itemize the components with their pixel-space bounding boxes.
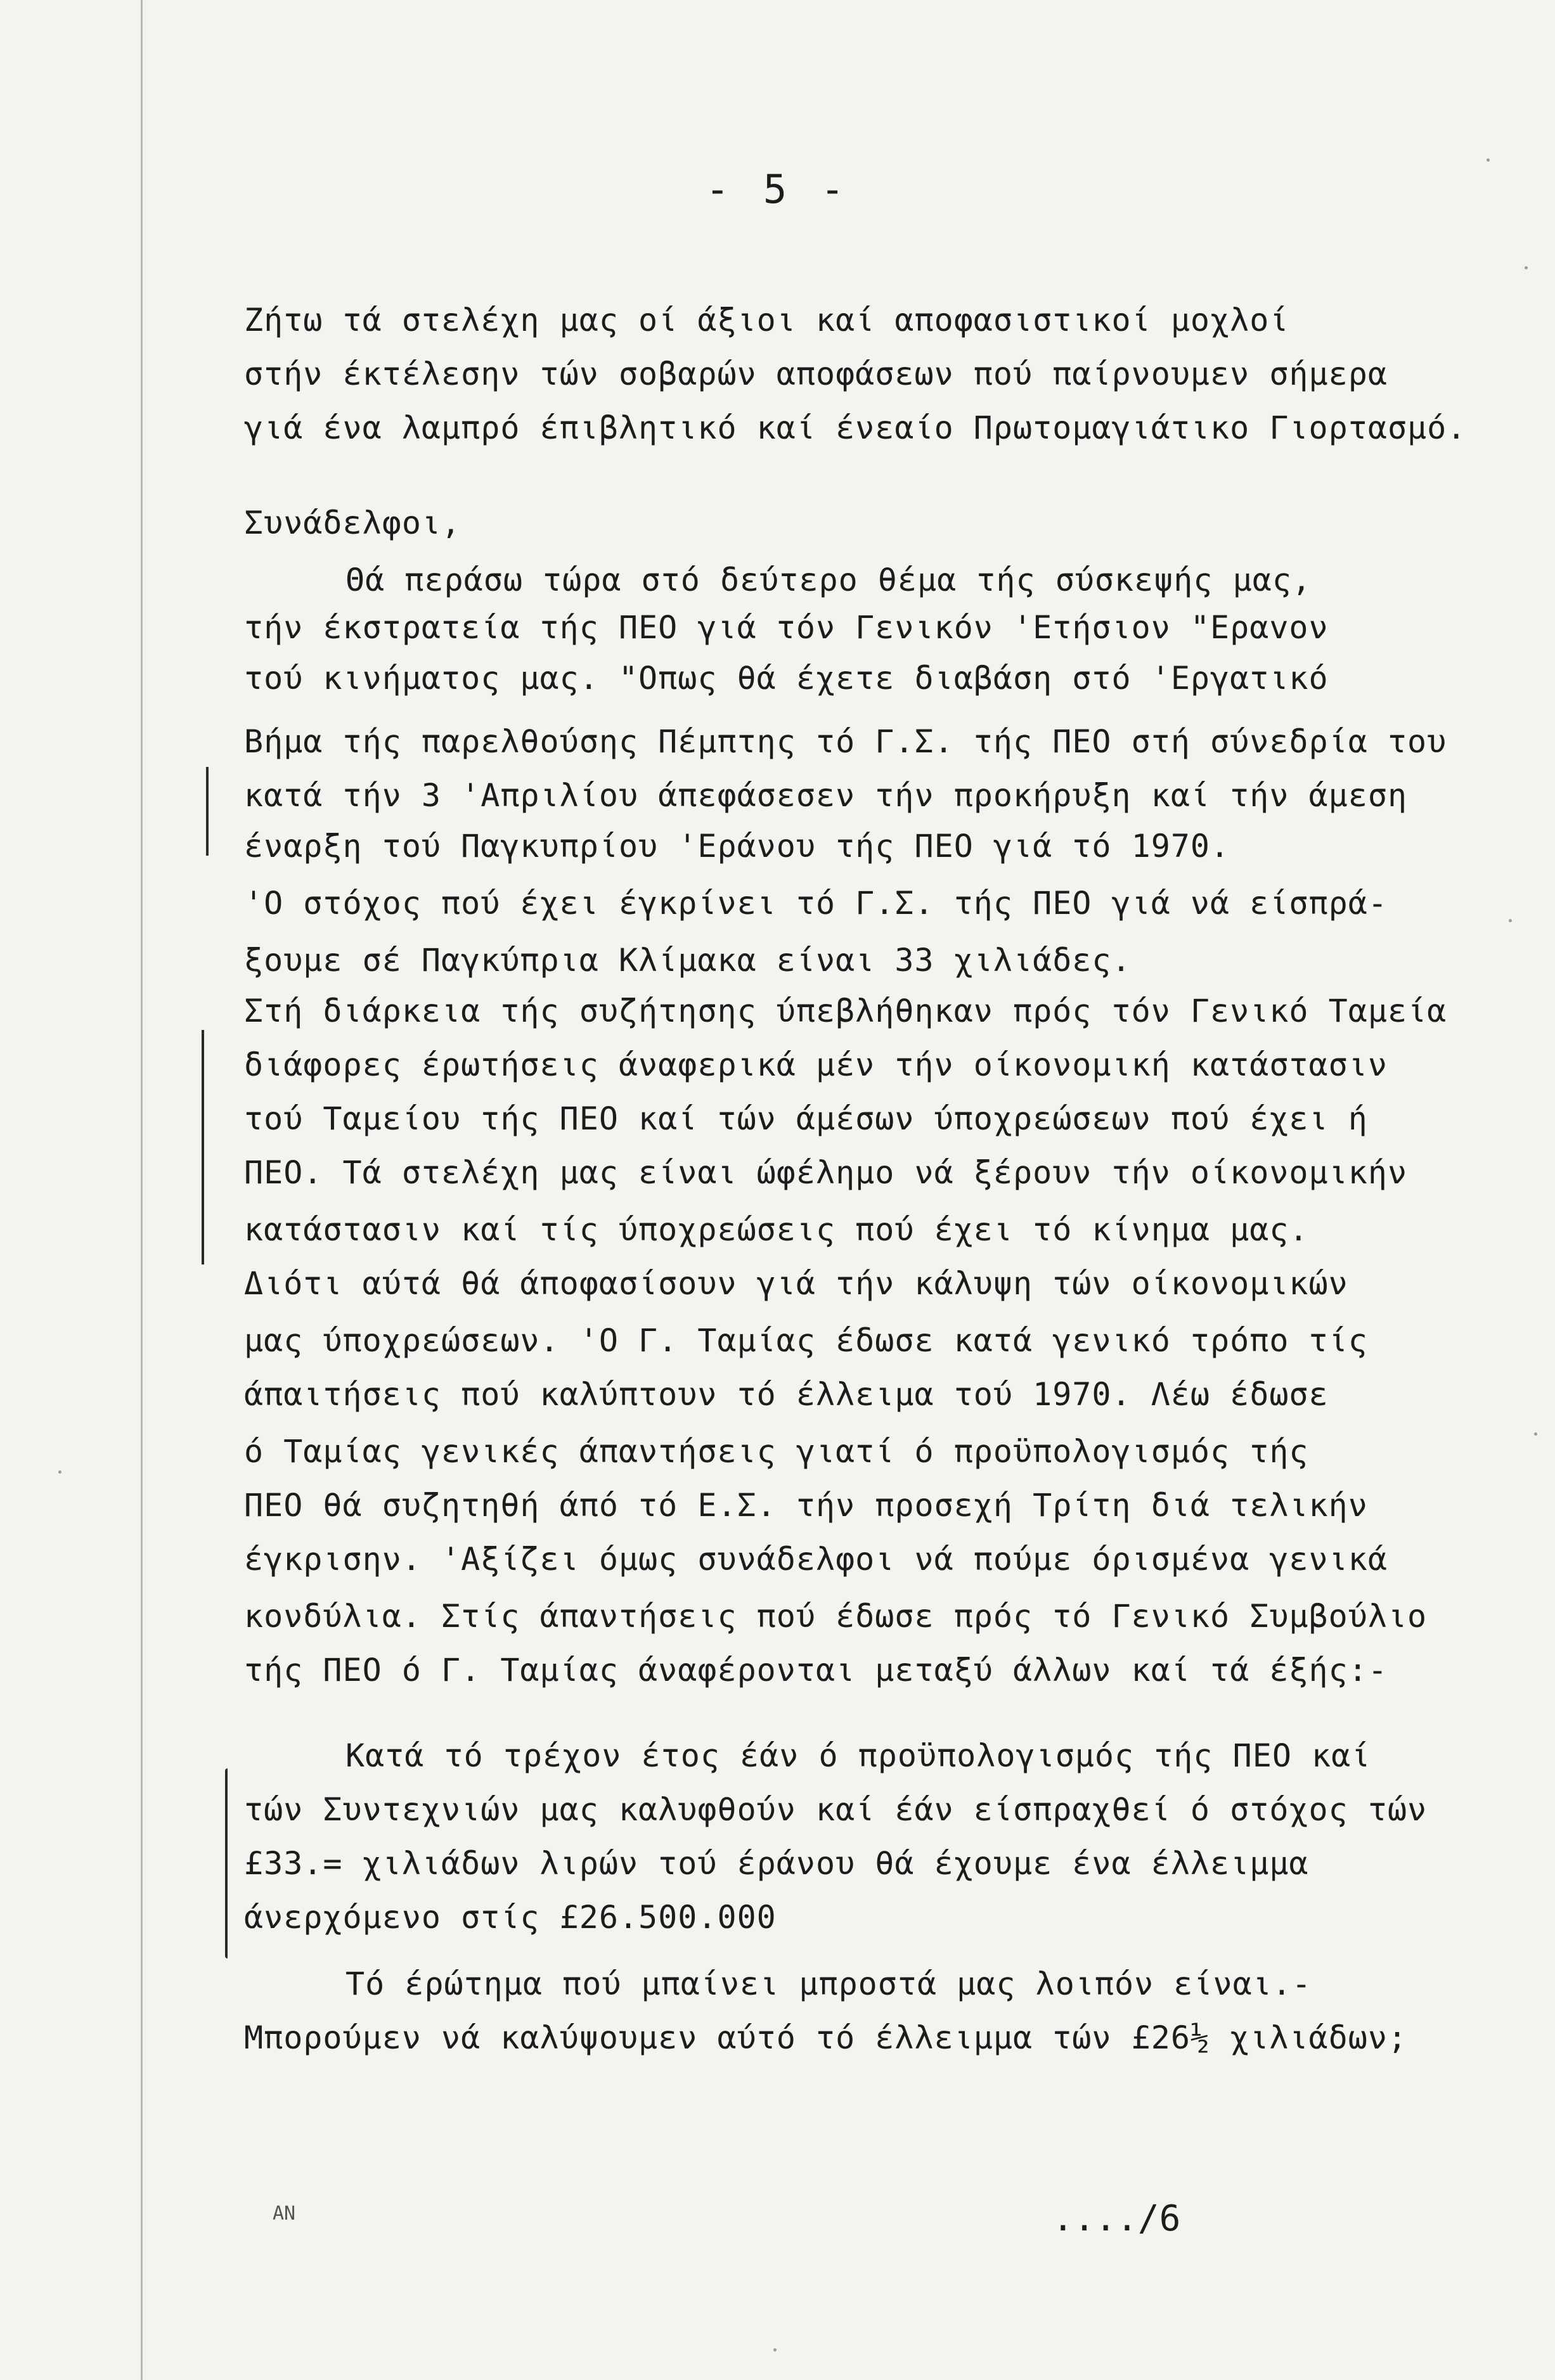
text-line: Στή διάρκεια τής συζήτησης ύπεβλήθηκαν πρός τόν Γενικό Ταμεία	[244, 993, 1447, 1029]
page-number: - 5 -	[706, 166, 849, 212]
margin-bracket	[202, 1030, 204, 1264]
text-line: τής ΠΕΟ ό Γ. Ταμίας άναφέρονται μεταξύ άλλων καί τά έξής:-	[244, 1652, 1388, 1689]
text-line: μας ύποχρεώσεων. 'Ο Γ. Ταμίας έδωσε κατά γενικό τρόπο τίς	[244, 1322, 1368, 1359]
text-line: διάφορες έρωτήσεις άναφερικά μέν τήν οίκονομική κατάστασιν	[244, 1046, 1388, 1083]
salutation: Συνάδελφοι,	[244, 505, 461, 541]
text-line: ό Ταμίας γενικές άπαντήσεις γιατί ό προϋπολογισμός τής	[244, 1433, 1309, 1470]
text-line: Μπορούμεν νά καλύψουμεν αύτό τό έλλειμμα τών £26½ χιλιάδων;	[244, 2019, 1408, 2056]
scan-speck	[1525, 266, 1528, 269]
text-line: ΠΕΟ θά συζητηθή άπό τό Ε.Σ. τήν προσεχή Τρίτη διά τελικήν	[244, 1487, 1368, 1524]
scan-speck	[1509, 919, 1512, 922]
text-line: Θά περάσω τώρα στό δεύτερο θέμα τής σύσκεψής μας,	[345, 562, 1312, 598]
text-line: ξουμε σέ Παγκύπρια Κλίμακα είναι 33 χιλιάδες.	[244, 942, 1132, 979]
text-line: γιά ένα λαμπρό έπιβλητικό καί ένεαίο Πρωτομαγιάτικο Γιορτασμό.	[244, 409, 1467, 446]
text-line: Ζήτω τά στελέχη μας οί άξιοι καί αποφασιστικοί μοχλοί	[244, 302, 1289, 338]
text-line: τήν έκστρατεία τής ΠΕΟ γιά τόν Γενικόν 'Ετήσιον "Εραvον	[244, 609, 1329, 646]
margin-bracket	[225, 1768, 228, 1959]
text-line: Διότι αύτά θά άποφασίσουν γιά τήν κάλυψη τών οίκονομικών	[244, 1265, 1348, 1302]
text-line: άπαιτήσεις πού καλύπτουν τό έλλειμα τού 1970. Λέω έδωσε	[244, 1376, 1329, 1413]
scan-speck	[1487, 158, 1490, 162]
text-line: κατάστασιν καί τίς ύποχρεώσεις πού έχει τό κίνημα μας.	[244, 1211, 1309, 1248]
text-line: κονδύλια. Στίς άπαντήσεις πού έδωσε πρός τό Γενικό Συμβούλιο	[244, 1598, 1428, 1635]
text-line: 'Ο στόχος πού έχει έγκρίνει τό Γ.Σ. τής ΠΕΟ γιά νά είσπρά-	[244, 885, 1388, 922]
text-line: έγκρισην. 'Αξίζει όμως συνάδελφοι νά πούμε όρισμένα γενικά	[244, 1541, 1388, 1578]
text-line: Τό έρώτημα πού μπαίνει μπροστά μας λοιπόν είναι.-	[345, 1965, 1312, 2002]
text-line: £33.= χιλιάδων λιρών τού έράνου θά έχουμε ένα έλλειμμα	[244, 1845, 1309, 1882]
text-line: έναρξη τού Παγκυπρίου 'Εράνου τής ΠΕΟ γιά τό 1970.	[244, 828, 1230, 865]
margin-bracket	[206, 767, 209, 856]
scan-speck	[1534, 1432, 1537, 1436]
continuation-marker: ..../6	[1052, 2198, 1181, 2239]
scan-speck	[773, 2348, 777, 2351]
scan-speck	[58, 1470, 61, 1474]
typist-initials: ΑΝ	[273, 2203, 296, 2225]
left-margin-rule	[141, 0, 143, 2380]
text-line: τών Συντεχνιών μας καλυφθούν καί έάν είσπραχθεί ό στόχος τών	[244, 1791, 1428, 1828]
text-line: άνερχόμενο στίς £26.500.000	[244, 1899, 777, 1936]
text-line: κατά τήν 3 'Απριλίου άπεφάσεσεν τήν προκήρυξη καί τήν άμεση	[244, 777, 1408, 814]
text-line: ΠΕΟ. Τά στελέχη μας είναι ώφέλημο νά ξέρουν τήν οίκονομικήν	[244, 1154, 1408, 1191]
text-line: τού κινήματος μας. "Οπως θά έχετε διαβάση στό 'Εργατικό	[244, 660, 1329, 697]
text-line: στήν έκτέλεσην τών σοβαρών αποφάσεων πού παίρνουμεν σήμερα	[244, 356, 1388, 392]
text-line: τού Ταμείου τής ΠΕΟ καί τών άμέσων ύποχρεώσεων πού έχει ή	[244, 1100, 1368, 1137]
text-line: Βήμα τής παρελθούσης Πέμπτης τό Γ.Σ. τής ΠΕΟ στή σύνεδρία του	[244, 723, 1447, 760]
text-line: Κατά τό τρέχον έτος έάν ό προϋπολογισμός τής ΠΕΟ καί	[345, 1737, 1371, 1774]
